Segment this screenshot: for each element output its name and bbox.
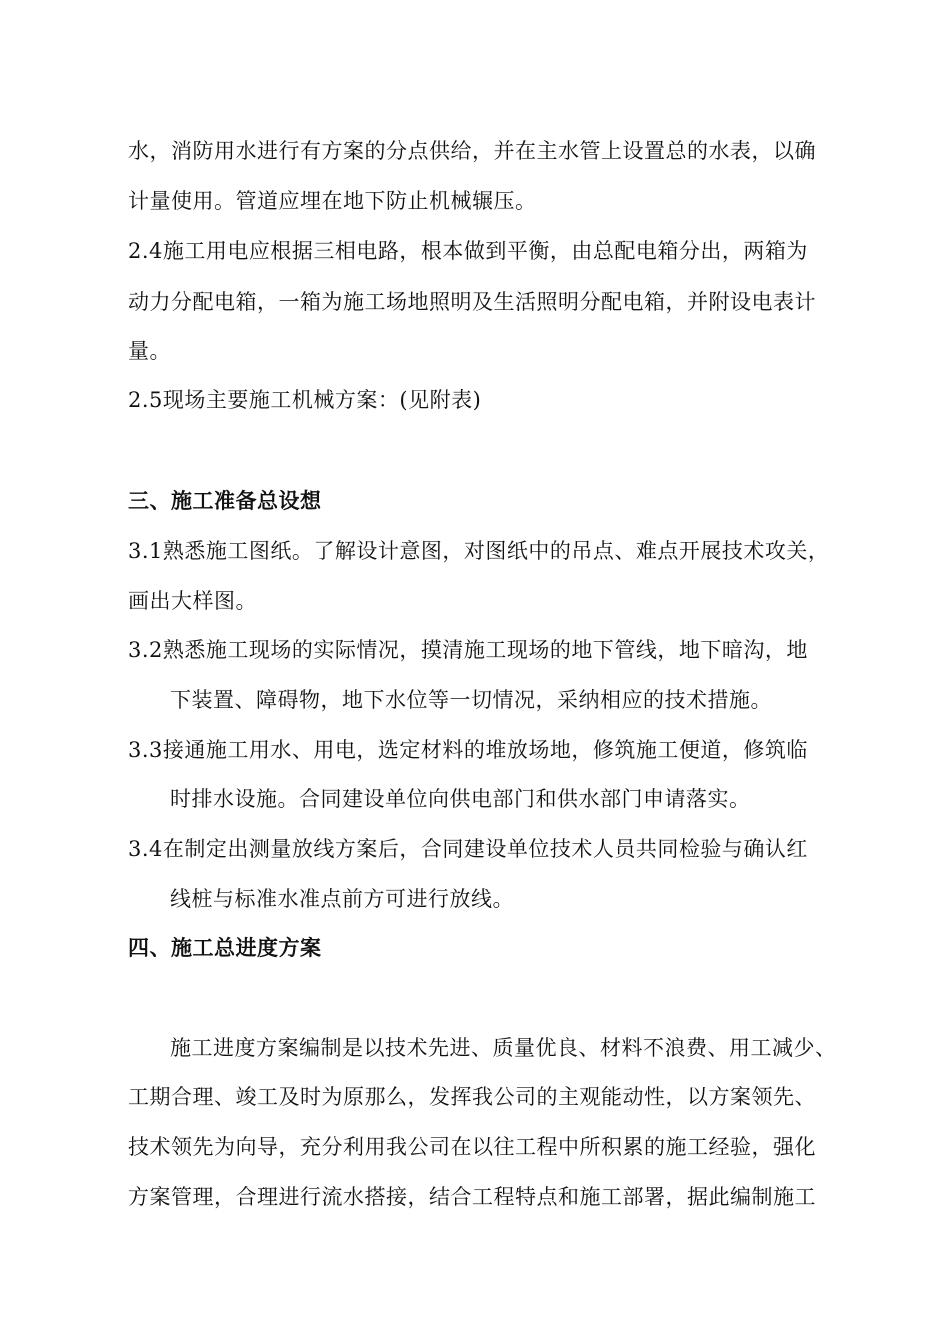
paragraph-line: 技术领先为向导，充分利用我公司在以往工程中所积累的施工经验，强化: [128, 1135, 816, 1159]
paragraph-line: 下装置、障碍物，地下水位等一切情况，采纳相应的技术措施。: [170, 688, 772, 712]
section-heading: 四、施工总进度方案: [128, 936, 322, 960]
paragraph-line: 3.3接通施工用水、用电，选定材料的堆放场地，修筑施工便道，修筑临: [128, 738, 808, 762]
paragraph-line: 3.4在制定出测量放线方案后，合同建设单位技术人员共同检验与确认红: [128, 837, 808, 861]
paragraph-line: 时排水设施。合同建设单位向供电部门和供水部门申请落实。: [170, 787, 751, 811]
paragraph-line: 2.4施工用电应根据三相电路，根本做到平衡，由总配电箱分出，两箱为: [128, 239, 808, 263]
paragraph-line: 2.5现场主要施工机械方案：(见附表): [128, 388, 482, 412]
paragraph-line: 施工进度方案编制是以技术先进、质量优良、材料不浪费、用工减少、: [170, 1036, 837, 1060]
paragraph-line: 水，消防用水进行有方案的分点供给，并在主水管上设置总的水表，以确: [128, 139, 816, 163]
paragraph-line: 工期合理、竣工及时为原那么，发挥我公司的主观能动性，以方案领先、: [128, 1085, 816, 1109]
paragraph-line: 量。: [128, 339, 171, 363]
paragraph-line: 线桩与标准水准点前方可进行放线。: [170, 887, 514, 911]
paragraph-line: 方案管理，合理进行流水搭接，结合工程特点和施工部署，据此编制施工: [128, 1185, 816, 1209]
paragraph-line: 3.1熟悉施工图纸。了解设计意图，对图纸中的吊点、难点开展技术攻关，: [128, 539, 830, 563]
paragraph-line: 动力分配电箱，一箱为施工场地照明及生活照明分配电箱，并附设电表计: [128, 290, 816, 314]
section-heading: 三、施工准备总设想: [128, 489, 322, 513]
paragraph-line: 3.2熟悉施工现场的实际情况，摸清施工现场的地下管线，地下暗沟，地: [128, 638, 808, 662]
paragraph-line: 计量使用。管道应埋在地下防止机械辗压。: [128, 189, 537, 213]
paragraph-line: 画出大样图。: [128, 589, 257, 613]
